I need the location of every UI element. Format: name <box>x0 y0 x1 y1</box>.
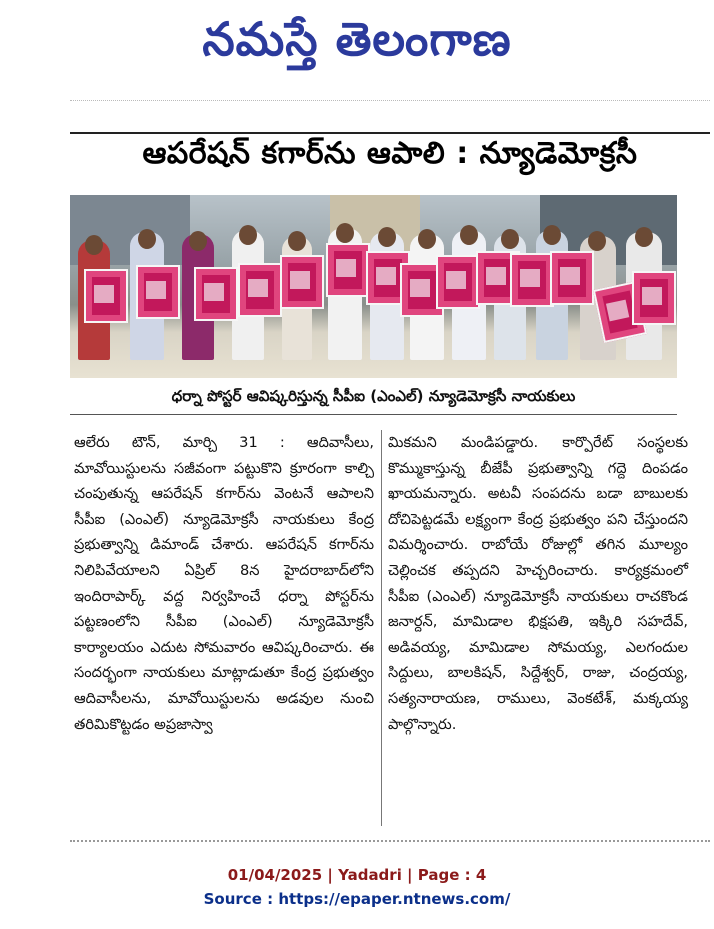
headline-box <box>70 132 710 180</box>
protest-poster <box>632 271 676 325</box>
person-head <box>501 229 519 249</box>
protest-poster <box>436 255 480 309</box>
person-head <box>288 231 306 251</box>
protest-poster <box>550 251 594 305</box>
article-headline: ఆపరేషన్ కగార్‌ను ఆపాలి : న్యూడెమోక్రసీ <box>142 136 638 171</box>
protest-poster <box>280 255 324 309</box>
person-head <box>189 231 207 251</box>
person-head <box>460 225 478 245</box>
protest-poster <box>238 263 282 317</box>
photo-caption: ధర్నా పోస్టర్ ఆవిష్కరిస్తున్న సీపీఐ (ఎంఎల్) న్యూడెమోక్రసీ నాయకులు <box>70 378 677 415</box>
person-head <box>85 235 103 255</box>
person-head <box>239 225 257 245</box>
masthead-rule <box>70 100 710 101</box>
person-head <box>543 225 561 245</box>
protest-poster <box>326 243 370 297</box>
protest-poster <box>510 253 554 307</box>
article-body-right-column: మికమని మండిపడ్డారు. కార్పొరేట్ సంస్థలకు కొమ్ముకాస్తున్న బీజేపీ ప్రభుత్వాన్ని గద్దె దింపడం ఖాయమన్నారు. అటవీ సంపదను బడా బాబులకు దోచిపెట్టడమే లక్ష్యంగా కేంద్ర ప్రభుత్వం పని చేస్తుందని విమర్శించారు. రాబోయే రోజుల్లో తగిన మూల్యం చెల్లించక తప్పదని హెచ్చరించారు. కార్యక్రమంలో సీపీఐ (ఎంఎల్) న్యూడెమోక్రసీ నాయకులు రాచకొండ జనార్దన్, మామిడాల భిక్షపతి, ఇక్కిరి సహదేవ్, అడివయ్య, మామిడాల సోమయ్య, ఎలగందుల సిద్దులు, బాలకిషన్, సిద్దేశ్వర్, రాజు, చంద్రయ్య, సత్యనారాయణ, రాములు, వెంకటేశ్, మక్కయ్య పాల్గొన్నారు. <box>388 434 688 733</box>
source-link[interactable]: Source : https://epaper.ntnews.com/ <box>203 890 511 908</box>
person-head <box>588 231 606 251</box>
person-head <box>418 229 436 249</box>
protest-poster <box>84 269 128 323</box>
protest-poster <box>136 265 180 319</box>
article-body-left-column: ఆలేరు టౌన్, మార్చి 31 : ఆదివాసీలు, మావోయిస్టులను సజీవంగా పట్టుకొని క్రూరంగా కాల్చి చంపుతున్న ఆపరేషన్ కగార్‌ను వెంటనే ఆపాలని సీపీఐ (ఎంఎల్) న్యూడెమోక్రసీ నాయకులు కేంద్ర ప్రభుత్వాన్ని డిమాండ్ చేశారు. ఆపరేషన్ కగార్‌ను నిలిపివేయాలని ఏప్రిల్ 8న హైదరాబాద్‌లోని ఇందిరాపార్క్ వద్ద నిర్వహించే ధర్నా పోస్టర్‌ను పట్టణంలోని సీపీఐ (ఎంఎల్) న్యూడెమోక్రసీ కార్యాలయం ఎదుట సోమవారం ఆవిష్కరించారు. ఈ సందర్భంగా నాయకులు మాట్లాడుతూ కేంద్ర ప్రభుత్వం ఆదివాసీలను, మావోయిస్టులను అడవుల నుంచి తరిమికొట్టడం అప్రజాస్వా <box>74 434 374 733</box>
person-head <box>336 223 354 243</box>
edition-date-line: 01/04/2025 | Yadadri | Page : 4 <box>227 866 487 884</box>
protest-poster <box>194 267 238 321</box>
bottom-rule <box>70 840 710 842</box>
column-divider <box>381 430 382 826</box>
person-head <box>635 227 653 247</box>
person-head <box>138 229 156 249</box>
article-photo <box>70 195 677 378</box>
newspaper-masthead: నమస్తే తెలంగాణ <box>202 12 512 66</box>
person-head <box>378 227 396 247</box>
